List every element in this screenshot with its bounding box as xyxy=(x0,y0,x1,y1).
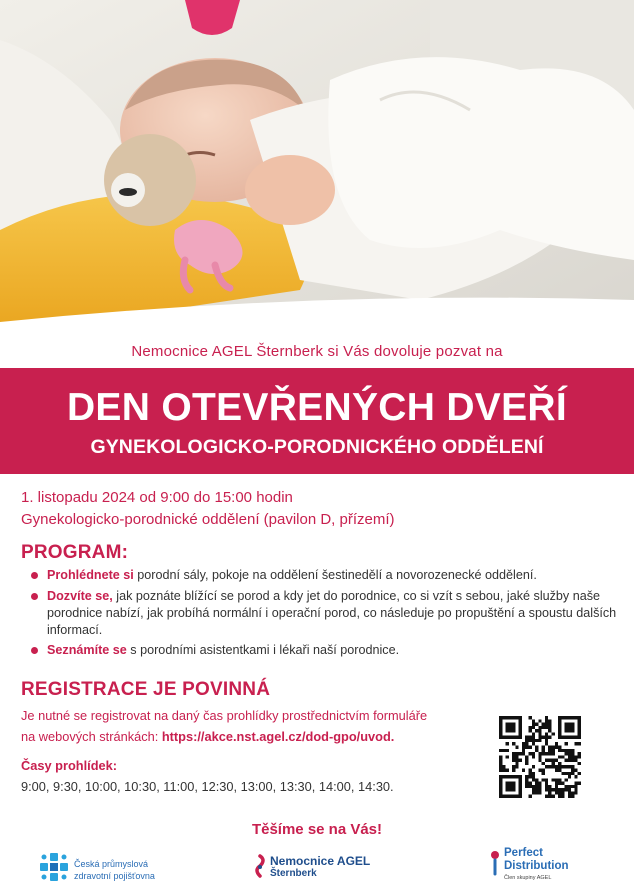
pd-name-line2: Distribution xyxy=(504,860,569,872)
page-title: DEN OTEVŘENÝCH DVEŘÍ xyxy=(66,386,568,429)
perfect-distribution-logo xyxy=(488,847,598,887)
list-item-text: porodní sály, pokoje na oddělení šestinedělí a novorozenecké oddělení. xyxy=(133,568,537,582)
cpzp-name-line2: zdravotní pojišťovna xyxy=(74,871,155,881)
event-date: 1. listopadu 2024 od 9:00 do 15:00 hodin xyxy=(21,489,293,506)
hero-photo xyxy=(0,0,634,335)
event-place: Gynekologicko-porodnické oddělení (pavilon D, přízemí) xyxy=(21,511,395,528)
invitation-text: Nemocnice AGEL Šternberk si Vás dovoluje pozvat na xyxy=(131,343,503,360)
registration-link-line xyxy=(21,729,394,744)
bullet-icon xyxy=(31,572,38,579)
agel-mark-icon xyxy=(252,854,268,880)
list-item-lead: Prohlédnete si xyxy=(47,568,134,582)
pd-tagline: Člen skupiny AGEL xyxy=(504,875,552,881)
list-item xyxy=(31,567,621,585)
list-item-lead: Dozvíte se, xyxy=(47,589,113,603)
pd-name-line1: Perfect xyxy=(504,847,543,859)
agel-name: Nemocnice AGEL xyxy=(270,854,371,868)
times-list: 9:00, 9:30, 10:00, 10:30, 11:00, 12:30, 13:00, 13:30, 14:00, 14:30. xyxy=(21,779,394,794)
pd-mark-icon xyxy=(488,850,502,876)
list-item-lead: Seznámíte se xyxy=(47,643,127,657)
cpzp-logo xyxy=(38,851,168,885)
program-heading: PROGRAM: xyxy=(21,542,129,563)
times-heading: Časy prohlídek: xyxy=(21,758,118,773)
list-item xyxy=(31,642,621,660)
closing-text: Těšíme se na Vás! xyxy=(251,821,383,838)
bullet-icon xyxy=(31,647,38,654)
title-banner xyxy=(0,368,634,474)
agel-logo xyxy=(252,852,392,886)
page-subtitle: GYNEKOLOGICKO-PORODNICKÉHO ODDĚLENÍ xyxy=(90,436,544,458)
registration-link[interactable]: https://akce.nst.agel.cz/dod-gpo/uvod. xyxy=(161,729,395,744)
registration-heading: REGISTRACE JE POVINNÁ xyxy=(21,679,271,700)
bullet-icon xyxy=(31,593,38,600)
list-item xyxy=(31,588,621,640)
agel-city: Šternberk xyxy=(270,868,317,879)
cpzp-cross-icon xyxy=(38,851,70,883)
cpzp-name-line1: Česká průmyslová xyxy=(74,859,149,869)
list-item-text: s porodními asistentkami i lékaři naší porodnice. xyxy=(126,643,400,657)
registration-link-prefix: na webových stránkách: xyxy=(21,729,162,744)
registration-text: Je nutné se registrovat na daný čas prohlídky prostřednictvím formuláře xyxy=(21,708,428,723)
qr-code-icon[interactable] xyxy=(499,716,581,798)
list-item-text: jak poznáte blížící se porod a kdy jet do porodnice, co si vzít s sebou, jaké služby naše porodnice nabízí, jak probíhá normální i operační porod, co následuje po propuštění a spoustu dalších informací. xyxy=(47,589,617,637)
